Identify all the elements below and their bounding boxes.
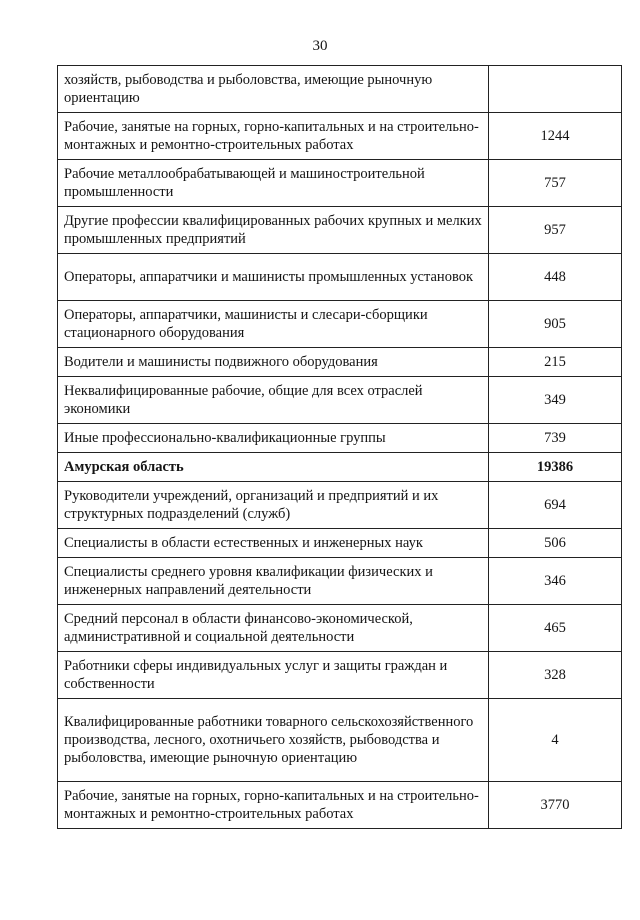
region-row: [58, 453, 622, 482]
count-cell: 19386: [489, 453, 622, 482]
count-cell: 694: [489, 482, 622, 529]
table-body: [58, 66, 622, 829]
count-cell: 506: [489, 529, 622, 558]
count-cell: 905: [489, 301, 622, 348]
occupation-group-cell: Операторы, аппаратчики, машинисты и слесари-сборщики стационарного оборудования: [58, 301, 489, 348]
occupation-group-cell: Специалисты в области естественных и инженерных наук: [58, 529, 489, 558]
count-cell: 3770: [489, 782, 622, 829]
count-cell: [489, 66, 622, 113]
count-cell: 957: [489, 207, 622, 254]
table-row: [58, 377, 622, 424]
table-row: [58, 482, 622, 529]
table-row: [58, 529, 622, 558]
occupation-group-cell: Рабочие, занятые на горных, горно-капитальных и на строительно-монтажных и ремонтно-строительных работах: [58, 782, 489, 829]
count-cell: 465: [489, 605, 622, 652]
table-row: [58, 605, 622, 652]
occupation-group-cell: Руководители учреждений, организаций и предприятий и их структурных подразделений (служб): [58, 482, 489, 529]
table-row: [58, 207, 622, 254]
page-number: 30: [312, 38, 328, 54]
occupation-group-cell: Операторы, аппаратчики и машинисты промышленных установок: [58, 254, 489, 301]
occupation-group-cell: Амурская область: [58, 453, 489, 482]
occupation-group-cell: Работники сферы индивидуальных услуг и защиты граждан и собственности: [58, 652, 489, 699]
count-cell: 346: [489, 558, 622, 605]
count-cell: 739: [489, 424, 622, 453]
occupation-group-cell: Неквалифицированные рабочие, общие для всех отраслей экономики: [58, 377, 489, 424]
table-row: [58, 699, 622, 782]
occupation-group-cell: Водители и машинисты подвижного оборудования: [58, 348, 489, 377]
table-row: [58, 782, 622, 829]
occupation-group-cell: хозяйств, рыбоводства и рыболовства, имеющие рыночную ориентацию: [58, 66, 489, 113]
occupation-group-cell: Иные профессионально-квалификационные группы: [58, 424, 489, 453]
count-cell: 215: [489, 348, 622, 377]
table-row: [58, 558, 622, 605]
count-cell: 1244: [489, 113, 622, 160]
occupation-group-cell: Другие профессии квалифицированных рабочих крупных и мелких промышленных предприятий: [58, 207, 489, 254]
count-cell: 757: [489, 160, 622, 207]
table-row: [58, 301, 622, 348]
count-cell: 328: [489, 652, 622, 699]
table-row: [58, 424, 622, 453]
statistics-table: [57, 65, 622, 829]
occupation-group-cell: Специалисты среднего уровня квалификации физических и инженерных направлений деятельности: [58, 558, 489, 605]
table-row: [58, 254, 622, 301]
table-row: [58, 652, 622, 699]
count-cell: 448: [489, 254, 622, 301]
table-row: [58, 113, 622, 160]
table-row: [58, 160, 622, 207]
occupation-group-cell: Квалифицированные работники товарного сельскохозяйственного производства, лесного, охотничьего хозяйств, рыбоводства и рыболовства, имеющие рыночную ориентацию: [58, 699, 489, 782]
occupation-group-cell: Рабочие металлообрабатывающей и машиностроительной промышленности: [58, 160, 489, 207]
table-row: [58, 348, 622, 377]
occupation-group-cell: Средний персонал в области финансово-экономической, административной и социальной деятельности: [58, 605, 489, 652]
count-cell: 4: [489, 699, 622, 782]
count-cell: 349: [489, 377, 622, 424]
occupation-group-cell: Рабочие, занятые на горных, горно-капитальных и на строительно-монтажных и ремонтно-строительных работах: [58, 113, 489, 160]
table-row: [58, 66, 622, 113]
